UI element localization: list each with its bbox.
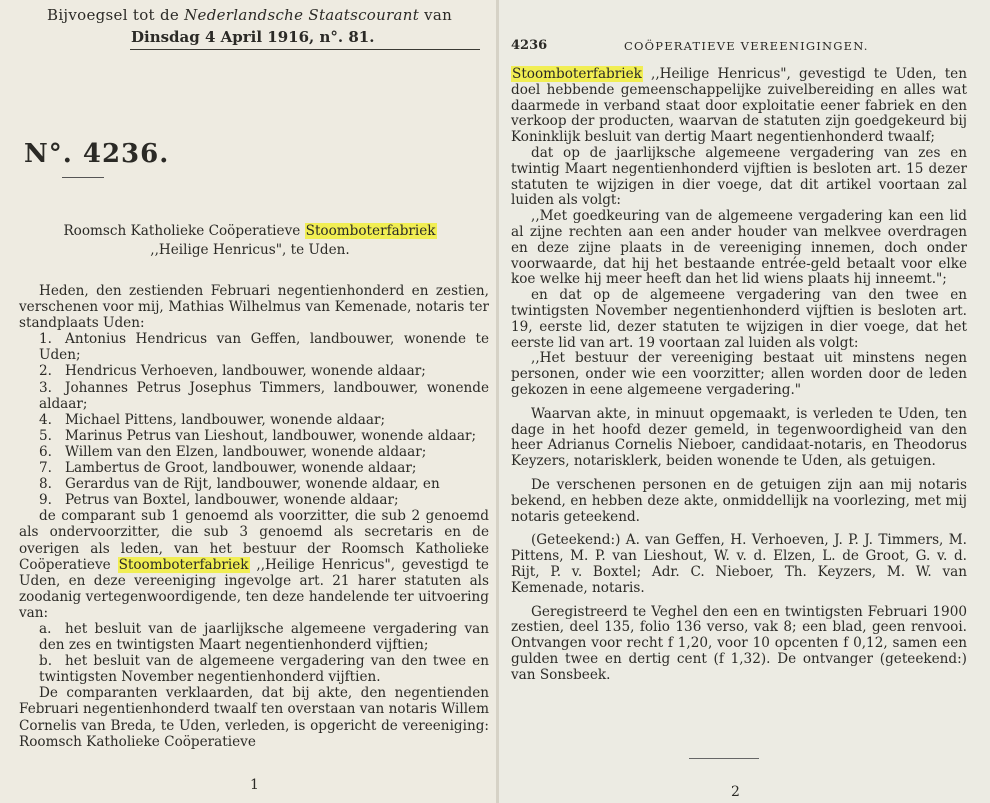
search-highlight: Stoomboterfabriek	[512, 66, 642, 82]
person-item: 4. Michael Pittens, landbouwer, wonende aldaar;	[39, 411, 386, 428]
intro-paragraph: Heden, den zestienden Februari negentienhonderd en zestien, verschenen voor mij, Mathias Wilhelmus van Kemenade, notaris ter standplaats Uden:	[19, 283, 489, 332]
running-header-number: 4236	[511, 38, 548, 53]
right-text-column	[511, 67, 967, 683]
person-item: 9. Petrus van Boxtel, landbouwer, wonende aldaar;	[39, 492, 399, 509]
person-item: 3. Johannes Petrus Josephus Timmers, landbouwer, wonende aldaar;	[39, 379, 489, 412]
final-paragraph: De comparanten verklaarden, dat bij akte, den negentienden Februari negentienhonderd twaalf ten overstaan van notaris Willem Cornelis van Breda, te Uden, verleden, is opgericht de vereeniging: Roomsch Katholieke Coöperatieve	[19, 685, 489, 750]
end-rule	[689, 758, 759, 759]
search-highlight: Stoomboterfabriek	[118, 556, 249, 573]
gazette-date: Dinsdag 4 April 1916, n°. 81.	[131, 28, 375, 46]
witness-paragraph: De verschenen personen en de getuigen zijn aan mij notaris bekend, en hebben deze akte, onmiddellijk na voorlezing, met mij notaris geteekend.	[511, 476, 967, 525]
number-rule	[62, 177, 104, 178]
person-item: 5. Marinus Petrus van Lieshout, landbouwer, wonende aldaar;	[39, 427, 477, 444]
search-highlight: Stoomboterfabriek	[305, 223, 436, 239]
running-header-title: COÖPERATIEVE VEREENIGINGEN.	[624, 39, 869, 53]
article-19-quote: ,,Het bestuur der vereeniging bestaat uit minstens negen personen, onder wie een voorzitter; allen worden door de leden gekozen in eene algemeene vergadering."	[511, 350, 967, 398]
amendment-paragraph: en dat op de algemeene vergadering van den twee en twintigsten November negentienhonderd vijftien is besloten art. 19, eerste lid, dezer statuten te wijzigen in dier voege, dat het eerste lid van art. 19 voortaan zal luiden als volgt:	[511, 287, 967, 351]
left-text-column	[19, 283, 489, 750]
page-number: 2	[731, 784, 740, 800]
header-rule	[130, 49, 480, 50]
gazette-header: Bijvoegsel tot de Nederlandsche Staatscourant van	[47, 6, 453, 24]
resolution-item: a. het besluit van de jaarlijksche algemeene vergadering van den zes en twintigsten Maart negentienhonderd vijftien;	[39, 620, 489, 654]
comparant-paragraph: de comparant sub 1 genoemd als voorzitter, die sub 2 genoemd als ondervoorzitter, die sub 3 genoemd als secretaris en de overigen als leden, van het bestuur der Roomsch Katholieke Coöperatieve Stoomboterfabriek ,,Heilige Henricus", gevestigd te Uden, en deze vereeniging ingevolge art. 21 harer statuten als zoodanig vertegenwoordigende, ten deze handelende ter uitvoering van:	[19, 508, 489, 621]
deed-paragraph: Waarvan akte, in minuut opgemaakt, is verleden te Uden, ten dage in het hoofd dezer gemeld, in tegenwoordigheid van den heer Adrianus Cornelis Nieboer, candidaat-notaris, en Theodorus Keyzers, notarisklerk, beiden wonende te Uden, als getuigen.	[511, 405, 967, 470]
person-item: 6. Willem van den Elzen, landbouwer, wonende aldaar;	[39, 443, 427, 460]
registration-paragraph: Geregistreerd te Veghel den een en twintigsten Februari 1900 zestien, deel 135, folio 136 verso, vak 8; een blad, geen renvooi. Ontvangen voor recht f 1,20, voor 10 opcenten f 0,12, samen een gulden twee en dertig cent (f 1,32). De ontvanger (geteekend:) van Sonsbeek.	[511, 603, 967, 683]
person-item: 2. Hendricus Verhoeven, landbouwer, wonende aldaar;	[39, 363, 426, 380]
signatures-paragraph: (Geteekend:) A. van Geffen, H. Verhoeven, J. P. J. Timmers, M. Pittens, M. P. van Lieshout, W. v. d. Elzen, L. de Groot, G. v. d. Rijt, P. v. Boxtel; Adr. C. Nieboer, Th. Keyzers, M. W. van Kemenade, notaris.	[511, 532, 967, 596]
resolution-item: b. het besluit van de algemeene vergadering van den twee en twintigsten November negentienhonderd vijftien.	[39, 653, 489, 686]
person-item: 1. Antonius Hendricus van Geffen, landbouwer, wonende te Uden;	[39, 331, 489, 364]
person-item: 8. Gerardus van de Rijt, landbouwer, wonende aldaar, en	[39, 476, 440, 493]
amendment-paragraph: dat op de jaarlijksche algemeene vergadering van zes en twintig Maart negentienhonderd vijftien is besloten art. 15 dezer statuten te wijzigen in dier voege, dat dit artikel voortaan zal luiden als volgt:	[511, 144, 967, 209]
document-number: N°. 4236.	[24, 139, 170, 169]
statute-paragraph: Stoomboterfabriek ,,Heilige Henricus", gevestigd te Uden, ten doel hebbende gemeenschappelijke zuivelbereiding en alles wat daarmede in verband staat door exploitatie eener fabriek en den verkoop der producten, waarvan de statuten zijn goedgekeurd bij Koninklijk besluit van dertig Maart negentienhonderd twaalf;	[511, 66, 967, 146]
person-item: 7. Lambertus de Groot, landbouwer, wonende aldaar;	[39, 460, 417, 477]
article-15-quote: ,,Met goedkeuring van de algemeene vergadering kan een lid al zijne rechten aan een ander houder van melkvee overdragen en deze zijne plaats in de vereeniging innemen, doch onder voorwaarde, dat hij het bestaande entrée-geld betaalt voor elke koe welke hij meer heeft dan het lid wiens plaats hij inneemt.";	[511, 208, 967, 288]
right-page	[499, 0, 990, 803]
page-number: 1	[250, 777, 259, 793]
document-title: Roomsch Katholieke Coöperatieve Stoomboterfabriek ,,Heilige Henricus", te Uden.	[63, 223, 436, 258]
